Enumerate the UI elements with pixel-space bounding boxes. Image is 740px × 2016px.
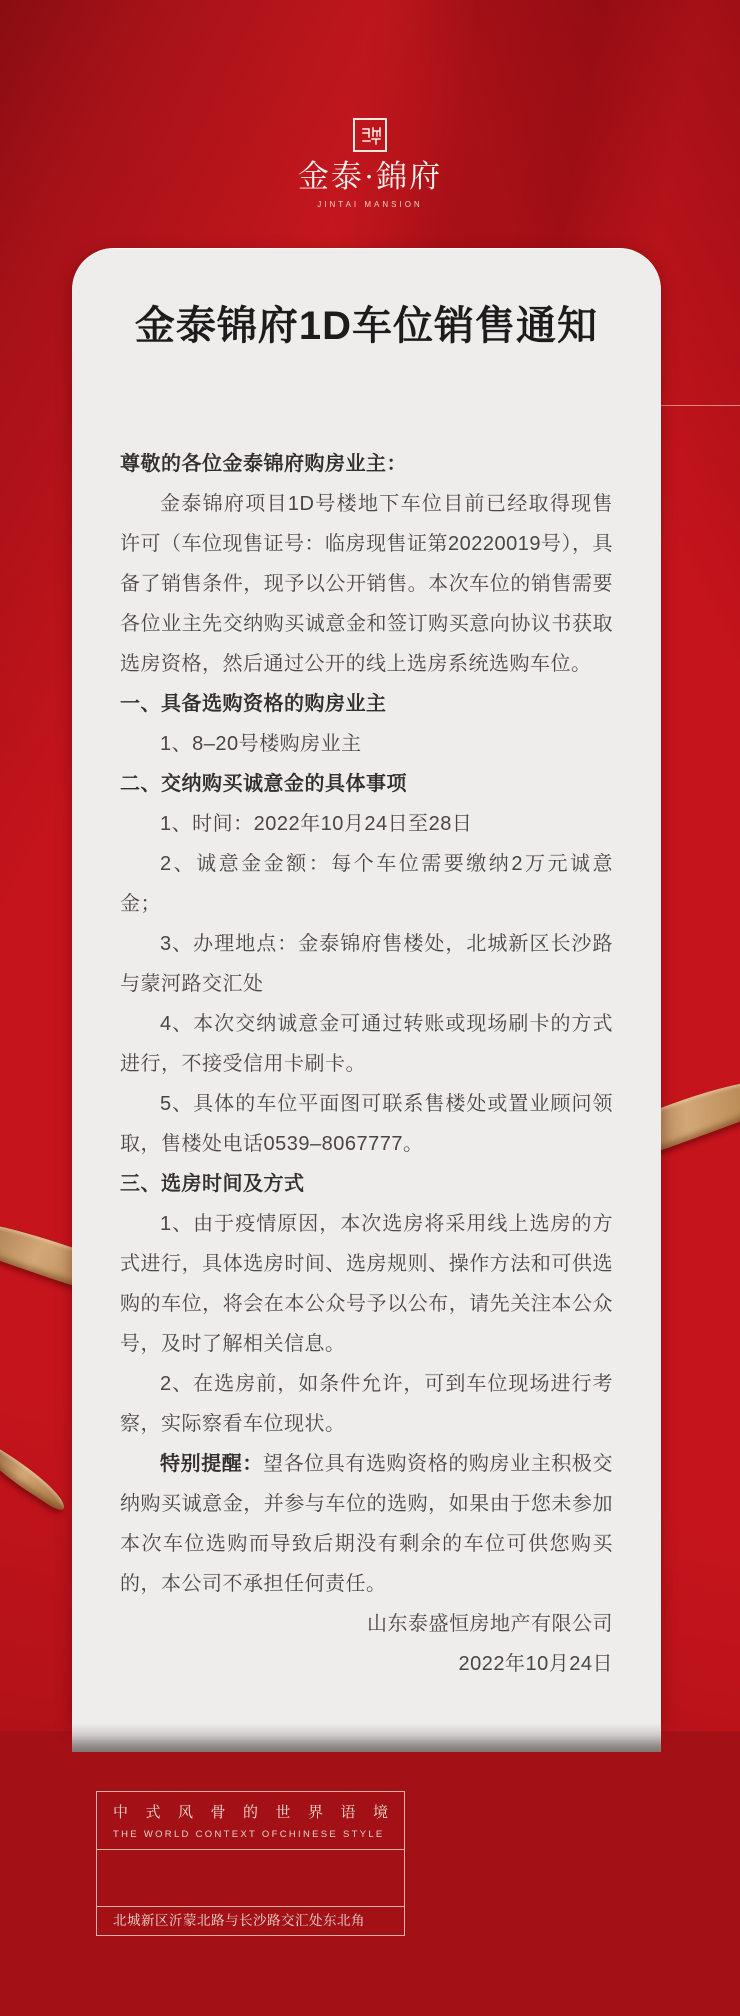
notice-date: 2022年10月24日 (458, 1653, 613, 1675)
notice-section (120, 764, 613, 1164)
footer-slogan-row (97, 1792, 404, 1850)
notice-section (120, 1164, 613, 1444)
notice-body (120, 444, 613, 1684)
footer-empty-row (97, 1850, 404, 1907)
footer-band (0, 1731, 740, 2016)
notice-card (72, 248, 661, 1724)
notice-sections (120, 684, 613, 1444)
footer-box (96, 1791, 405, 1936)
jintai-seal-icon (353, 118, 387, 152)
section-heading: 二、交纳购买诚意金的具体事项 (120, 773, 407, 795)
section-heading: 一、具备选购资格的购房业主 (120, 693, 387, 715)
special-note (120, 1444, 613, 1604)
section-item: 2、在选房前，如条件允许，可到车位现场进行考察，实际察看车位现状。 (120, 1373, 613, 1435)
section-item: 4、本次交纳诚意金可通过转账或现场刷卡的方式进行，不接受信用卡刷卡。 (120, 1013, 613, 1075)
section-item: 1、由于疫情原因，本次选房将采用线上选房的方式进行，具体选房时间、选房规则、操作方法和可供选购的车位，将会在本公众号予以公布，请先关注本公众号，及时了解相关信息。 (120, 1213, 613, 1355)
brand-logo-cn: 金泰·錦府 (297, 159, 443, 194)
footer-slogan-cn: 中式风骨的世界语境 (113, 1804, 406, 1821)
section-item: 3、办理地点：金泰锦府售楼处，北城新区长沙路与蒙河路交汇处 (120, 933, 613, 995)
background-fold-line (660, 405, 740, 406)
notice-title: 金泰锦府1D车位销售通知 (134, 304, 599, 348)
intro-paragraph: 金泰锦府项目1D号楼地下车位目前已经取得现售许可（车位现售证号：临房现售证第20220019号），具备了销售条件，现予以公开销售。本次车位的销售需要各位业主先交纳购买诚意金和签订购买意向协议书获取选房资格，然后通过公开的线上选房系统选购车位。 (120, 493, 613, 675)
section-item: 1、8–20号楼购房业主 (160, 733, 362, 755)
notice-section (120, 684, 613, 764)
footer-slogan-en: THE WORLD CONTEXT OFCHINESE STYLE (113, 1829, 385, 1840)
salutation: 尊敬的各位金泰锦府购房业主： (120, 453, 407, 475)
section-heading: 三、选房时间及方式 (120, 1173, 305, 1195)
brand-logo-en: JINTAI MANSION (317, 200, 423, 209)
section-item: 5、具体的车位平面图可联系售楼处或置业顾问领取，售楼处电话0539–8067777。 (120, 1093, 613, 1155)
section-item: 2、诚意金金额：每个车位需要缴纳2万元诚意金； (120, 853, 613, 915)
special-note-text: 望各位具有选购资格的购房业主积极交纳购买诚意金，并参与车位的选购，如果由于您未参加本次车位选购而导致后期没有剩余的车位可供您购买的，本公司不承担任何责任。 (120, 1453, 614, 1595)
company-signature: 山东泰盛恒房地产有限公司 (367, 1613, 613, 1635)
footer-address-row (97, 1907, 404, 1935)
brand-block (0, 118, 740, 209)
section-item: 1、时间：2022年10月24日至28日 (160, 813, 473, 835)
special-note-label: 特别提醒： (160, 1453, 263, 1475)
footer-address: 北城新区沂蒙北路与长沙路交汇处东北角 (113, 1913, 365, 1928)
